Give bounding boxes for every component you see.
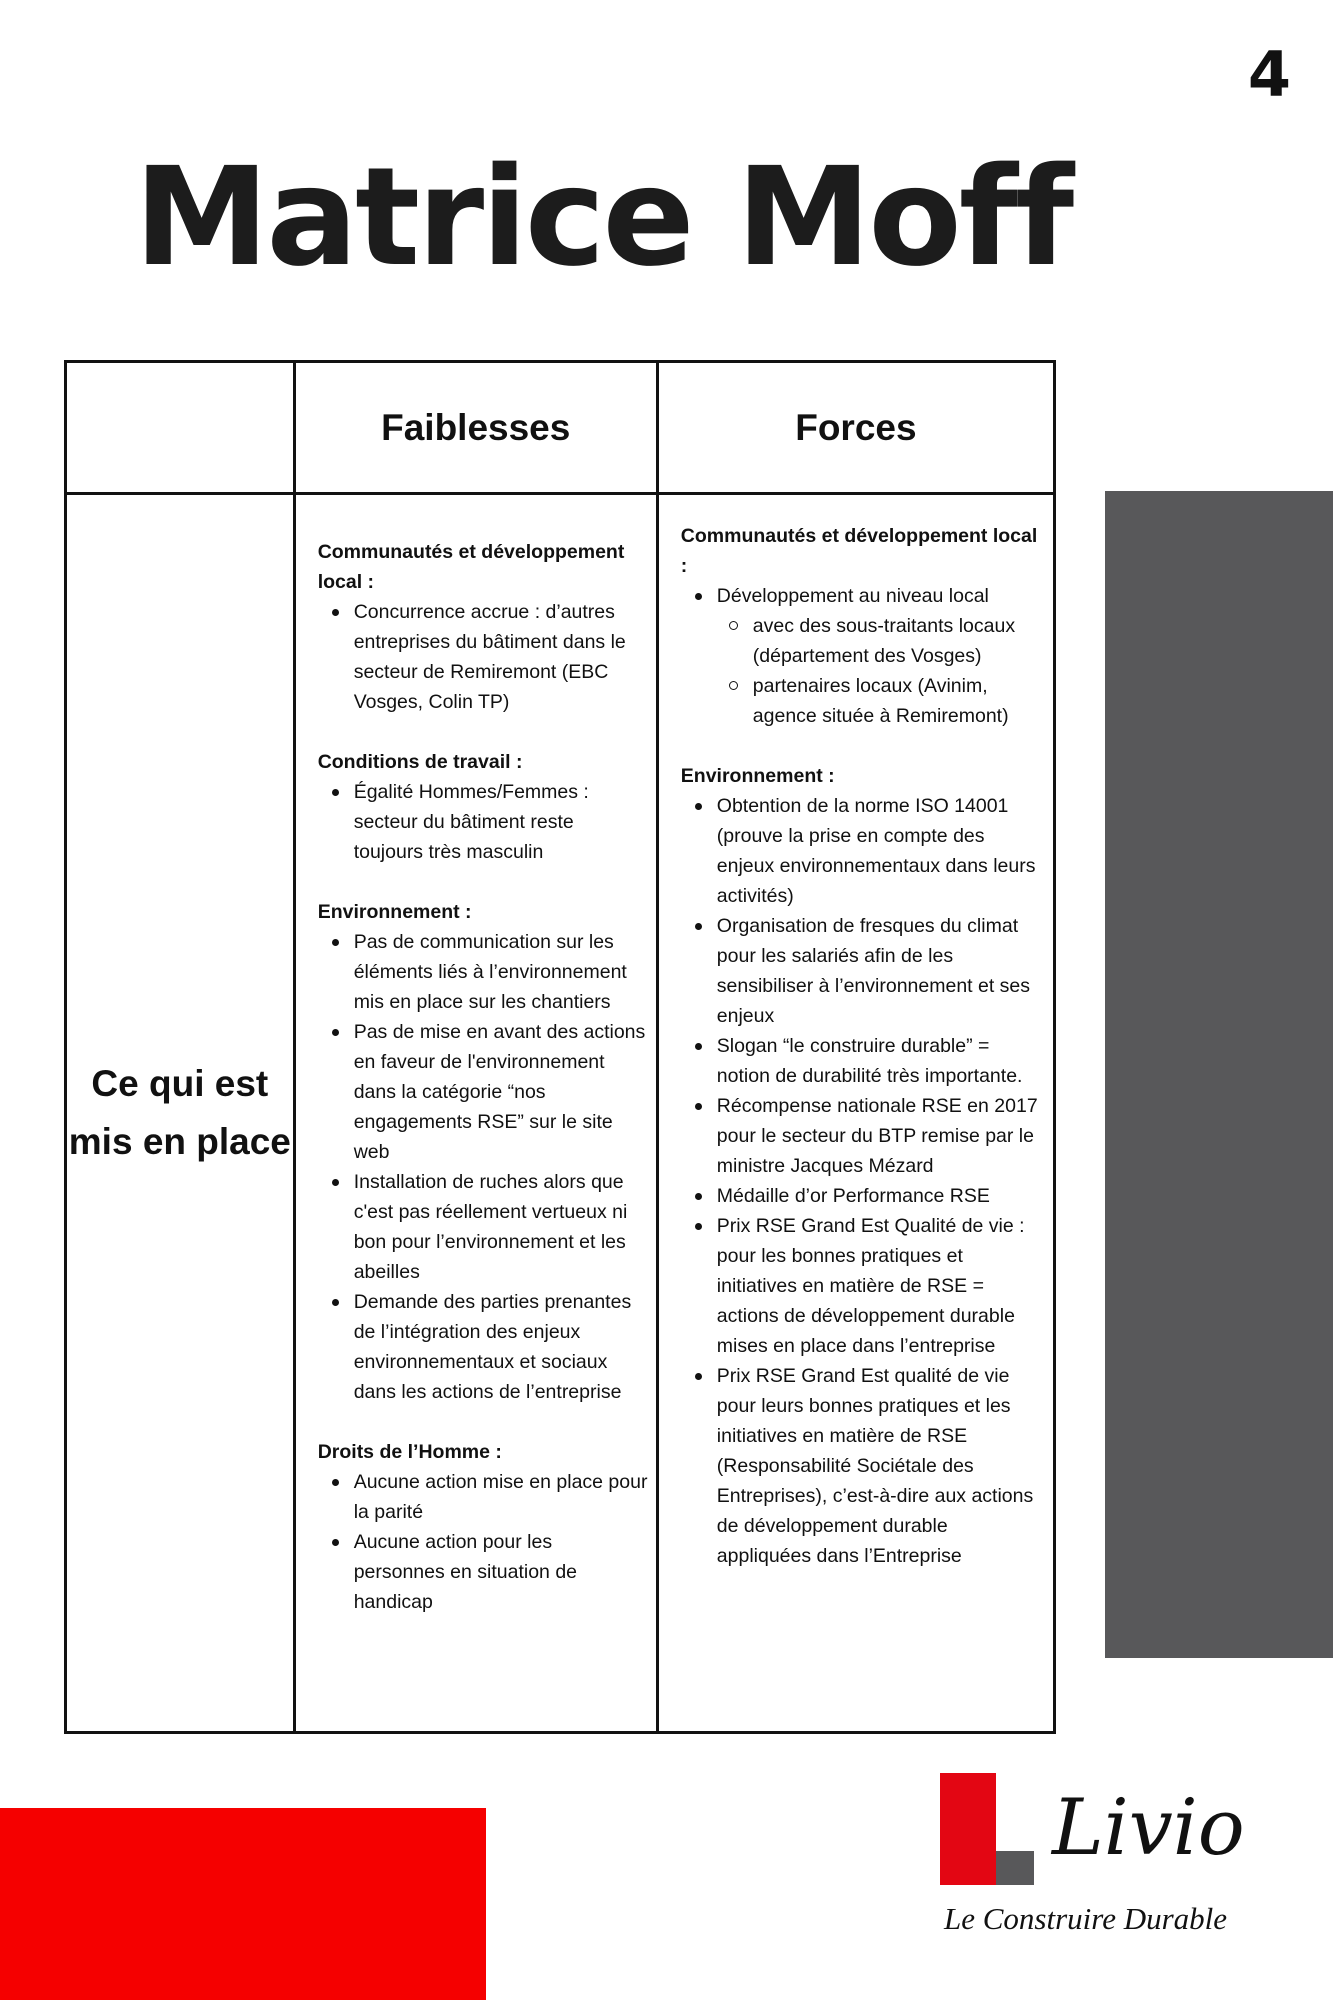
list-item: Demande des parties prenantes de l’intégration des enjeux environnementaux et sociaux dans les actions de l’entreprise bbox=[354, 1287, 648, 1407]
sub-list-item: avec des sous-traitants locaux (département des Vosges) bbox=[753, 611, 1045, 671]
list-item: Prix RSE Grand Est Qualité de vie : pour les bonnes pratiques et initiatives en matière de RSE = actions de développement durable mises en place dans l’entreprise bbox=[717, 1211, 1045, 1361]
strength-section bbox=[681, 761, 1045, 1571]
list-item: Pas de mise en avant des actions en faveur de l'environnement dans la catégorie “nos engagements RSE” sur le site web bbox=[354, 1017, 648, 1167]
weakness-section bbox=[318, 747, 648, 867]
weakness-section bbox=[318, 1437, 648, 1617]
list-item: Médaille d’or Performance RSE bbox=[717, 1181, 1045, 1211]
list-item: Installation de ruches alors que c'est pas réellement vertueux ni bon pour l’environnement et les abeilles bbox=[354, 1167, 648, 1287]
livio-logo bbox=[940, 1773, 1280, 1943]
page-title: Matrice Moff bbox=[134, 139, 1072, 297]
weaknesses-header: Faiblesses bbox=[294, 362, 657, 494]
section-title: Communautés et développement local : bbox=[680, 525, 1038, 577]
list-item: Aucune action mise en place pour la parité bbox=[354, 1467, 648, 1527]
list-item: Organisation de fresques du climat pour les salariés afin de les sensibiliser à l’environnement et ses enjeux bbox=[717, 911, 1045, 1031]
sub-list-item: partenaires locaux (Avinim, agence située à Remiremont) bbox=[753, 671, 1045, 731]
strength-section bbox=[681, 521, 1045, 731]
section-title: Conditions de travail : bbox=[317, 751, 523, 773]
section-title: Environnement : bbox=[680, 765, 835, 787]
table-row bbox=[66, 494, 1055, 1733]
logo-tagline: Le Construire Durable bbox=[944, 1901, 1228, 1936]
page-number: 4 bbox=[1247, 38, 1291, 111]
empty-corner-cell bbox=[66, 362, 295, 494]
weaknesses-cell bbox=[294, 494, 657, 1733]
strengths-header: Forces bbox=[657, 362, 1054, 494]
section-title: Environnement : bbox=[317, 901, 472, 923]
list-item: Pas de communication sur les éléments liés à l’environnement mis en place sur les chantiers bbox=[354, 927, 648, 1017]
red-decorative-bar bbox=[0, 1808, 486, 2000]
list-item: Récompense nationale RSE en 2017 pour le secteur du BTP remise par le ministre Jacques Mézard bbox=[717, 1091, 1045, 1181]
logo-name: Livio bbox=[1052, 1783, 1245, 1873]
strengths-cell bbox=[657, 494, 1054, 1733]
list-item: Obtention de la norme ISO 14001 (prouve la prise en compte des enjeux environnementaux dans leurs activités) bbox=[717, 791, 1045, 911]
list-item: Slogan “le construire durable” = notion de durabilité très importante. bbox=[717, 1031, 1045, 1091]
weakness-section bbox=[318, 537, 648, 717]
list-item: Aucune action pour les personnes en situation de handicap bbox=[354, 1527, 648, 1617]
section-title: Droits de l’Homme : bbox=[317, 1441, 502, 1463]
logo-red-block bbox=[940, 1773, 996, 1885]
gray-decorative-bar bbox=[1105, 491, 1333, 1658]
swot-matrix-table bbox=[64, 360, 1056, 1734]
list-item: Égalité Hommes/Femmes : secteur du bâtiment reste toujours très masculin bbox=[354, 777, 648, 867]
table-header-row bbox=[66, 362, 1055, 494]
list-item: Concurrence accrue : d’autres entreprises du bâtiment dans le secteur de Remiremont (EBC Vosges, Colin TP) bbox=[354, 597, 648, 717]
list-item: Prix RSE Grand Est qualité de vie pour leurs bonnes pratiques et les initiatives en matière de RSE (Responsabilité Sociétale des Entreprises), c’est-à-dire aux actions de développement durable appliquées dans l’Entreprise bbox=[717, 1361, 1045, 1571]
row-label: Ce qui est mis en place bbox=[66, 494, 295, 1733]
list-item bbox=[717, 581, 1045, 731]
section-title: Communautés et développement local : bbox=[317, 541, 625, 593]
logo-gray-block bbox=[996, 1851, 1034, 1885]
weakness-section bbox=[318, 897, 648, 1407]
list-item-text: Développement au niveau local bbox=[716, 585, 989, 607]
